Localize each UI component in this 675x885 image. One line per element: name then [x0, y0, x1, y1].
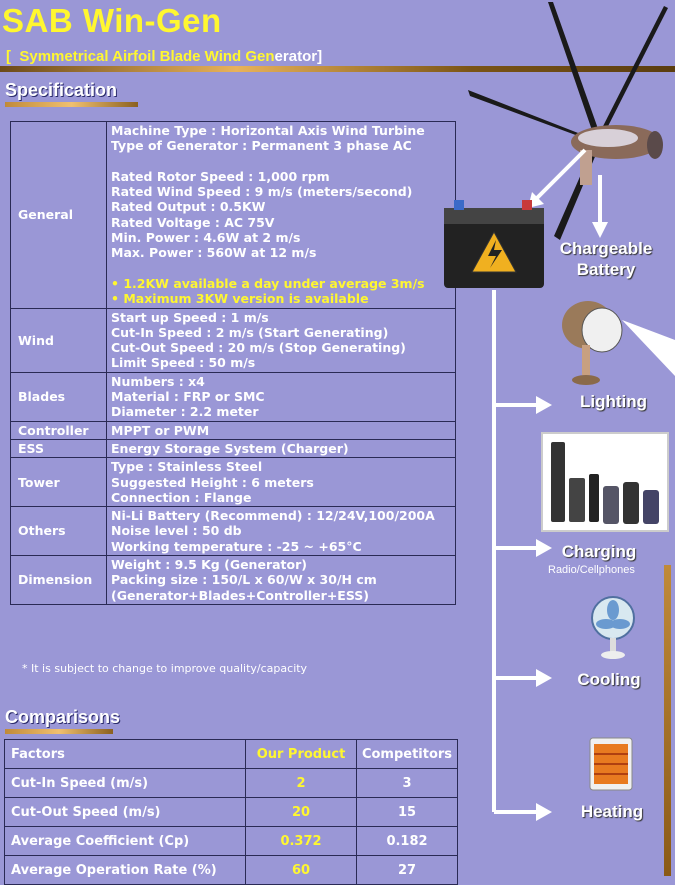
spec-row-tower — [11, 458, 456, 507]
page-title: SAB Win-Gen — [2, 2, 222, 39]
subtitle-bracket: [ — [6, 48, 11, 65]
spec-label: Blades — [11, 372, 107, 421]
spec-line: Ni-Li Battery (Recommend) : 12/24V,100/200A — [111, 508, 435, 524]
spec-row-dimension — [11, 556, 456, 605]
right-accent-bar — [664, 565, 671, 876]
fan-icon — [592, 597, 634, 659]
spec-line: Min. Power : 4.6W at 2 m/s — [111, 230, 301, 246]
spec-line: Packing size : 150/L x 60/W x 30/H cm — [111, 572, 377, 588]
spec-line — [111, 154, 451, 169]
spec-line: Suggested Height : 6 meters — [111, 474, 314, 490]
spec-line — [111, 261, 451, 276]
cellphones-image — [541, 432, 669, 532]
spec-label: General — [11, 122, 107, 309]
spec-line: Numbers : x4 — [111, 373, 205, 389]
spec-line: Diameter : 2.2 meter — [111, 404, 259, 420]
spec-line: Rated Rotor Speed : 1,000 rpm — [111, 168, 330, 184]
spec-line: Rated Wind Speed : 9 m/s (meters/second) — [111, 184, 413, 200]
spec-label: Others — [11, 507, 107, 556]
spec-value — [107, 421, 456, 439]
spec-line: Machine Type : Horizontal Axis Wind Turbine — [111, 123, 425, 138]
comparison-row — [5, 769, 458, 798]
chargeable-battery-label: Chargeable Battery — [559, 239, 653, 279]
spec-line: Rated Voltage : AC 75V — [111, 214, 275, 230]
spec-value — [107, 507, 456, 556]
spec-line: Working temperature : -25 ~ +65°C — [111, 538, 362, 554]
spec-row-general — [11, 122, 456, 309]
spec-line: MPPT or PWM — [111, 422, 210, 438]
spec-value — [107, 439, 456, 457]
comparisons-table — [4, 739, 458, 885]
heating-label: Heating — [580, 802, 644, 821]
comparison-header: Our Product — [246, 740, 357, 769]
spec-row-blades — [11, 372, 456, 421]
spec-row-ess — [11, 439, 456, 457]
comparison-cell: 60 — [246, 856, 357, 885]
spec-line: Max. Power : 560W at 12 m/s — [111, 245, 317, 261]
comparison-cell: Cut-Out Speed (m/s) — [5, 798, 246, 827]
comparison-cell: Cut-In Speed (m/s) — [5, 769, 246, 798]
spec-value — [107, 556, 456, 605]
battery-icon — [444, 200, 544, 288]
comparison-cell: 27 — [357, 856, 458, 885]
spec-line: Connection : Flange — [111, 489, 252, 505]
comparison-cell: Average Coefficient (Cp) — [5, 827, 246, 856]
spec-line: Noise level : 50 db — [111, 523, 242, 539]
spec-value — [107, 458, 456, 507]
spec-line: Cut-Out Speed : 20 m/s (Stop Generating) — [111, 340, 406, 356]
spec-line: Type of Generator : Permanent 3 phase AC — [111, 138, 412, 154]
spec-label: ESS — [11, 439, 107, 457]
comparisons-heading: Comparisons — [5, 707, 121, 727]
spec-line: Type : Stainless Steel — [111, 459, 263, 475]
cooling-label: Cooling — [577, 670, 641, 689]
spec-label: Wind — [11, 308, 107, 372]
comparisons-underline — [5, 729, 113, 734]
spec-line: Rated Output : 0.5KW — [111, 199, 266, 215]
comparison-header: Factors — [5, 740, 246, 769]
comparison-cell: 20 — [246, 798, 357, 827]
spec-row-wind — [11, 308, 456, 372]
spec-label: Controller — [11, 421, 107, 439]
comparison-header-row — [5, 740, 458, 769]
comparison-row — [5, 856, 458, 885]
charging-sublabel: Radio/Cellphones — [548, 564, 635, 576]
wind-turbine-icon — [468, 2, 668, 240]
comparison-cell: 2 — [246, 769, 357, 798]
comparison-row — [5, 798, 458, 827]
spec-value — [107, 122, 456, 309]
spec-line: Limit Speed : 50 m/s — [111, 355, 256, 371]
charging-label: Charging — [561, 542, 637, 561]
spec-row-controller — [11, 421, 456, 439]
page-subtitle — [6, 48, 322, 65]
spec-line: Cut-In Speed : 2 m/s (Start Generating) — [111, 324, 389, 340]
lighting-label: Lighting — [579, 392, 648, 411]
spec-line: (Generator+Blades+Controller+ESS) — [111, 587, 369, 603]
comparison-header: Competitors — [357, 740, 458, 769]
spec-row-others — [11, 507, 456, 556]
spec-line: Material : FRP or SMC — [111, 389, 265, 405]
subtitle-yellow: Symmetrical Airfoil Blade Wind Gen — [19, 48, 275, 65]
comparison-cell: 3 — [357, 769, 458, 798]
comparison-cell: 15 — [357, 798, 458, 827]
spec-label: Dimension — [11, 556, 107, 605]
specification-table — [10, 121, 456, 605]
spec-line: Energy Storage System (Charger) — [111, 440, 349, 456]
spec-highlight: • Maximum 3KW version is available — [111, 291, 369, 307]
spec-highlight: • 1.2KW available a day under average 3m/s — [111, 275, 425, 291]
spec-label: Tower — [11, 458, 107, 507]
comparison-row — [5, 827, 458, 856]
spec-note: * It is subject to change to improve quality/capacity — [22, 662, 308, 675]
subtitle-white: erator] — [274, 48, 323, 65]
specification-underline — [5, 102, 138, 107]
comparison-cell: 0.372 — [246, 827, 357, 856]
spec-line: Start up Speed : 1 m/s — [111, 309, 269, 325]
spec-value — [107, 372, 456, 421]
comparison-cell: Average Operation Rate (%) — [5, 856, 246, 885]
specification-heading: Specification — [5, 80, 118, 100]
spec-line: Weight : 9.5 Kg (Generator) — [111, 557, 307, 573]
comparison-cell: 0.182 — [357, 827, 458, 856]
spec-value — [107, 308, 456, 372]
lamp-icon — [562, 301, 675, 385]
heater-icon — [590, 738, 632, 790]
